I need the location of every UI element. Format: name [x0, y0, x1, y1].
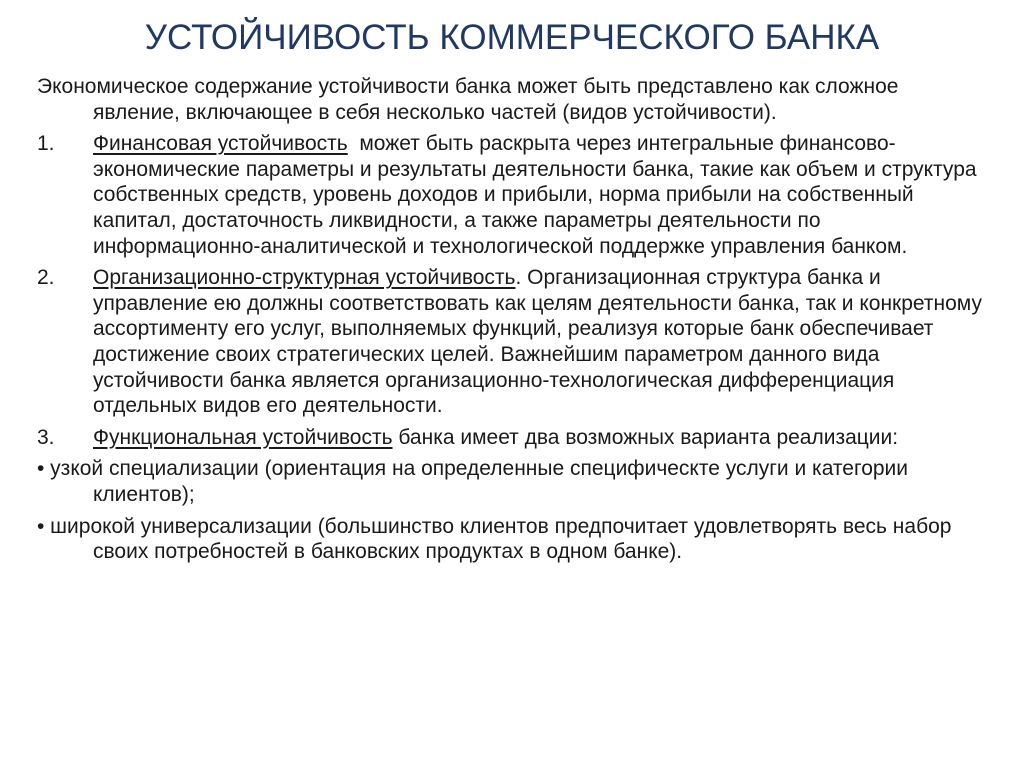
term-functional-stability: Функциональная устойчивость — [93, 425, 393, 449]
term-organizational-stability: Организационно-структурная устойчивость — [93, 266, 516, 290]
item-text: . Организационная структура банка и управление ею должны соответствовать как целям деятельности банка, так и конкретному ассортименту его услуг, выполняемых функций, реализуя которые банк обеспечивает достижение своих стратегических целей. Важнейшим параметром данного вида устойчивости банка является организационно-технологическая дифференциация отдельных видов его деятельности. — [93, 266, 982, 418]
slide-body — [37, 74, 987, 571]
term-financial-stability: Финансовая устойчивость — [93, 132, 348, 156]
slide-title: УСТОЙЧИВОСТЬ КОММЕРЧЕСКОГО БАНКА — [144, 18, 880, 57]
list-number: 2. — [37, 266, 55, 290]
bullet-specialization: • узкой специализации (ориентация на определенные специфическте услуги и категории клиентов); — [37, 457, 909, 506]
list-number: 1. — [37, 132, 55, 156]
list-item-financial — [37, 131, 987, 259]
bullet-universalization: • широкой универсализации (большинство клиентов предпочитает удовлетворять весь набор своих потребностей в банковских продуктах в одном банке). — [37, 514, 952, 564]
intro-paragraph: Экономическое содержание устойчивости банка может быть представлено как сложное явление, включающее в себя несколько частей (видов устойчивости). — [37, 75, 899, 124]
list-number: 3. — [37, 425, 55, 449]
list-item-functional — [37, 425, 987, 451]
item-text: банка имеет два возможных варианта реализации: — [392, 425, 899, 449]
item-text: может быть раскрыта через интегральные финансово-экономические параметры и результаты деятельности банка, такие как объем и структура собственных средств, уровень доходов и прибыли, норма прибыли на собственный капитал, достаточность ликвидности, а также параметры деятельности по информационно-аналитической и технологической поддержке управления банком. — [93, 132, 983, 258]
list-item-organizational — [37, 265, 987, 419]
